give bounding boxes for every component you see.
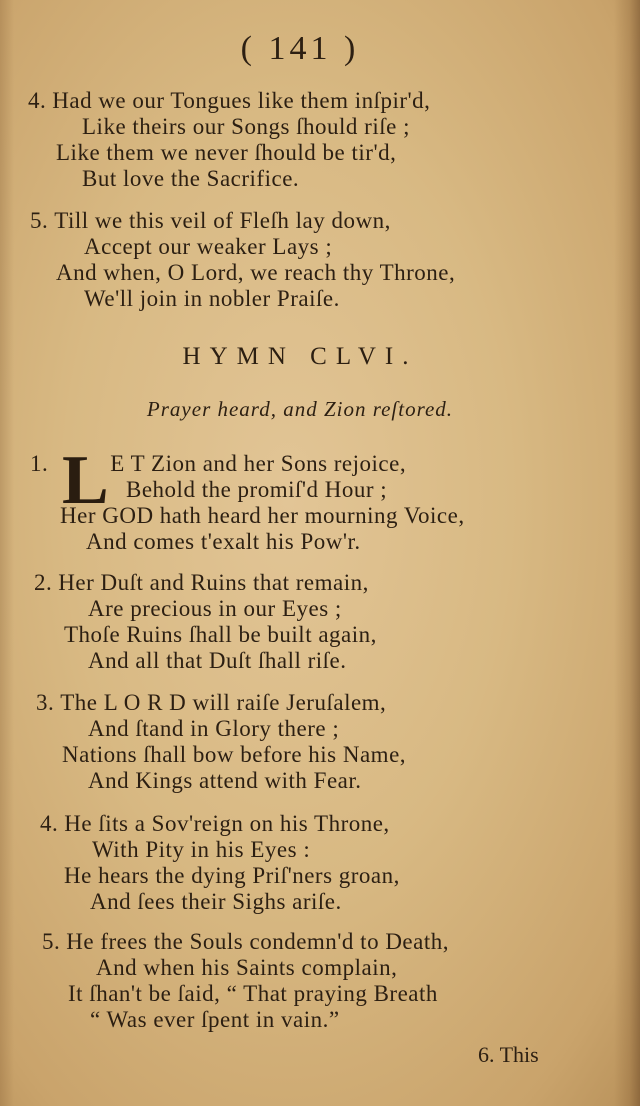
verse-number: 5.	[42, 929, 61, 954]
verse-line: 3. The L O R D will raiſe Jeruſalem,	[36, 690, 387, 715]
verse-line: And ſees their Sighs ariſe.	[90, 889, 342, 914]
verse-line: “ Was ever ſpent in vain.”	[90, 1007, 340, 1032]
verse-line: It ſhan't be ſaid, “ That praying Breath	[68, 981, 438, 1006]
verse-3	[0, 690, 600, 794]
verse-line: But love the Sacrifice.	[82, 166, 300, 191]
verse-line: 1. E T Zion and her Sons rejoice,	[30, 451, 407, 476]
drop-capital: L	[62, 442, 109, 519]
verse-line: 5. Till we this veil of Fleſh lay down,	[30, 208, 391, 233]
verse-number: 2.	[34, 570, 53, 595]
verse-line: Like theirs our Songs ſhould riſe ;	[82, 114, 410, 139]
verse-line: 5. He frees the Souls condemn'd to Death,	[42, 929, 449, 954]
verse-number: 3.	[36, 690, 55, 715]
verse-line: Her GOD hath heard her mourning Voice,	[60, 503, 465, 528]
catchword: 6. This	[478, 1042, 539, 1067]
verse-line: And ſtand in Glory there ;	[88, 716, 340, 741]
verse-number: 1.	[30, 451, 49, 476]
verse-4-top	[0, 88, 600, 192]
page-number-header: ( 141 )	[240, 30, 360, 67]
verse-line: 2. Her Duſt and Ruins that remain,	[34, 570, 369, 595]
verse-number: 5.	[30, 208, 49, 233]
verse-line: He hears the dying Priſ'ners groan,	[64, 863, 400, 888]
verse-5	[0, 929, 600, 1033]
page-edge-right	[614, 0, 640, 1106]
verse-line: 4. Had we our Tongues like them inſpir'd,	[28, 88, 431, 113]
verse-line: And comes t'exalt his Pow'r.	[86, 529, 361, 554]
verse-line: Are precious in our Eyes ;	[88, 596, 342, 621]
verse-line: Like them we never ſhould be tir'd,	[56, 140, 397, 165]
verse-line: And all that Duſt ſhall riſe.	[88, 648, 347, 673]
verse-2	[0, 570, 600, 674]
verse-line: Nations ſhall bow before his Name,	[62, 742, 407, 767]
verse-line: And when, O Lord, we reach thy Throne,	[56, 260, 456, 285]
hymn-subtitle: Prayer heard, and Zion reſtored.	[146, 397, 454, 421]
verse-line: Behold the promiſ'd Hour ;	[126, 477, 388, 502]
verse-line: And Kings attend with Fear.	[88, 768, 362, 793]
verse-number: 4.	[28, 88, 47, 113]
verse-line: And when his Saints complain,	[96, 955, 398, 980]
verse-5-top	[0, 208, 600, 312]
verse-line: With Pity in his Eyes :	[92, 837, 311, 862]
hymn-title: HYMN CLVI.	[182, 343, 418, 370]
verse-line: Accept our weaker Lays ;	[84, 234, 333, 259]
verse-number: 4.	[40, 811, 59, 836]
verse-line: 4. He ſits a Sov'reign on his Throne,	[40, 811, 390, 836]
verse-line: We'll join in nobler Praiſe.	[84, 286, 340, 311]
verse-4	[0, 811, 600, 915]
verse-line: Thoſe Ruins ſhall be built again,	[64, 622, 377, 647]
